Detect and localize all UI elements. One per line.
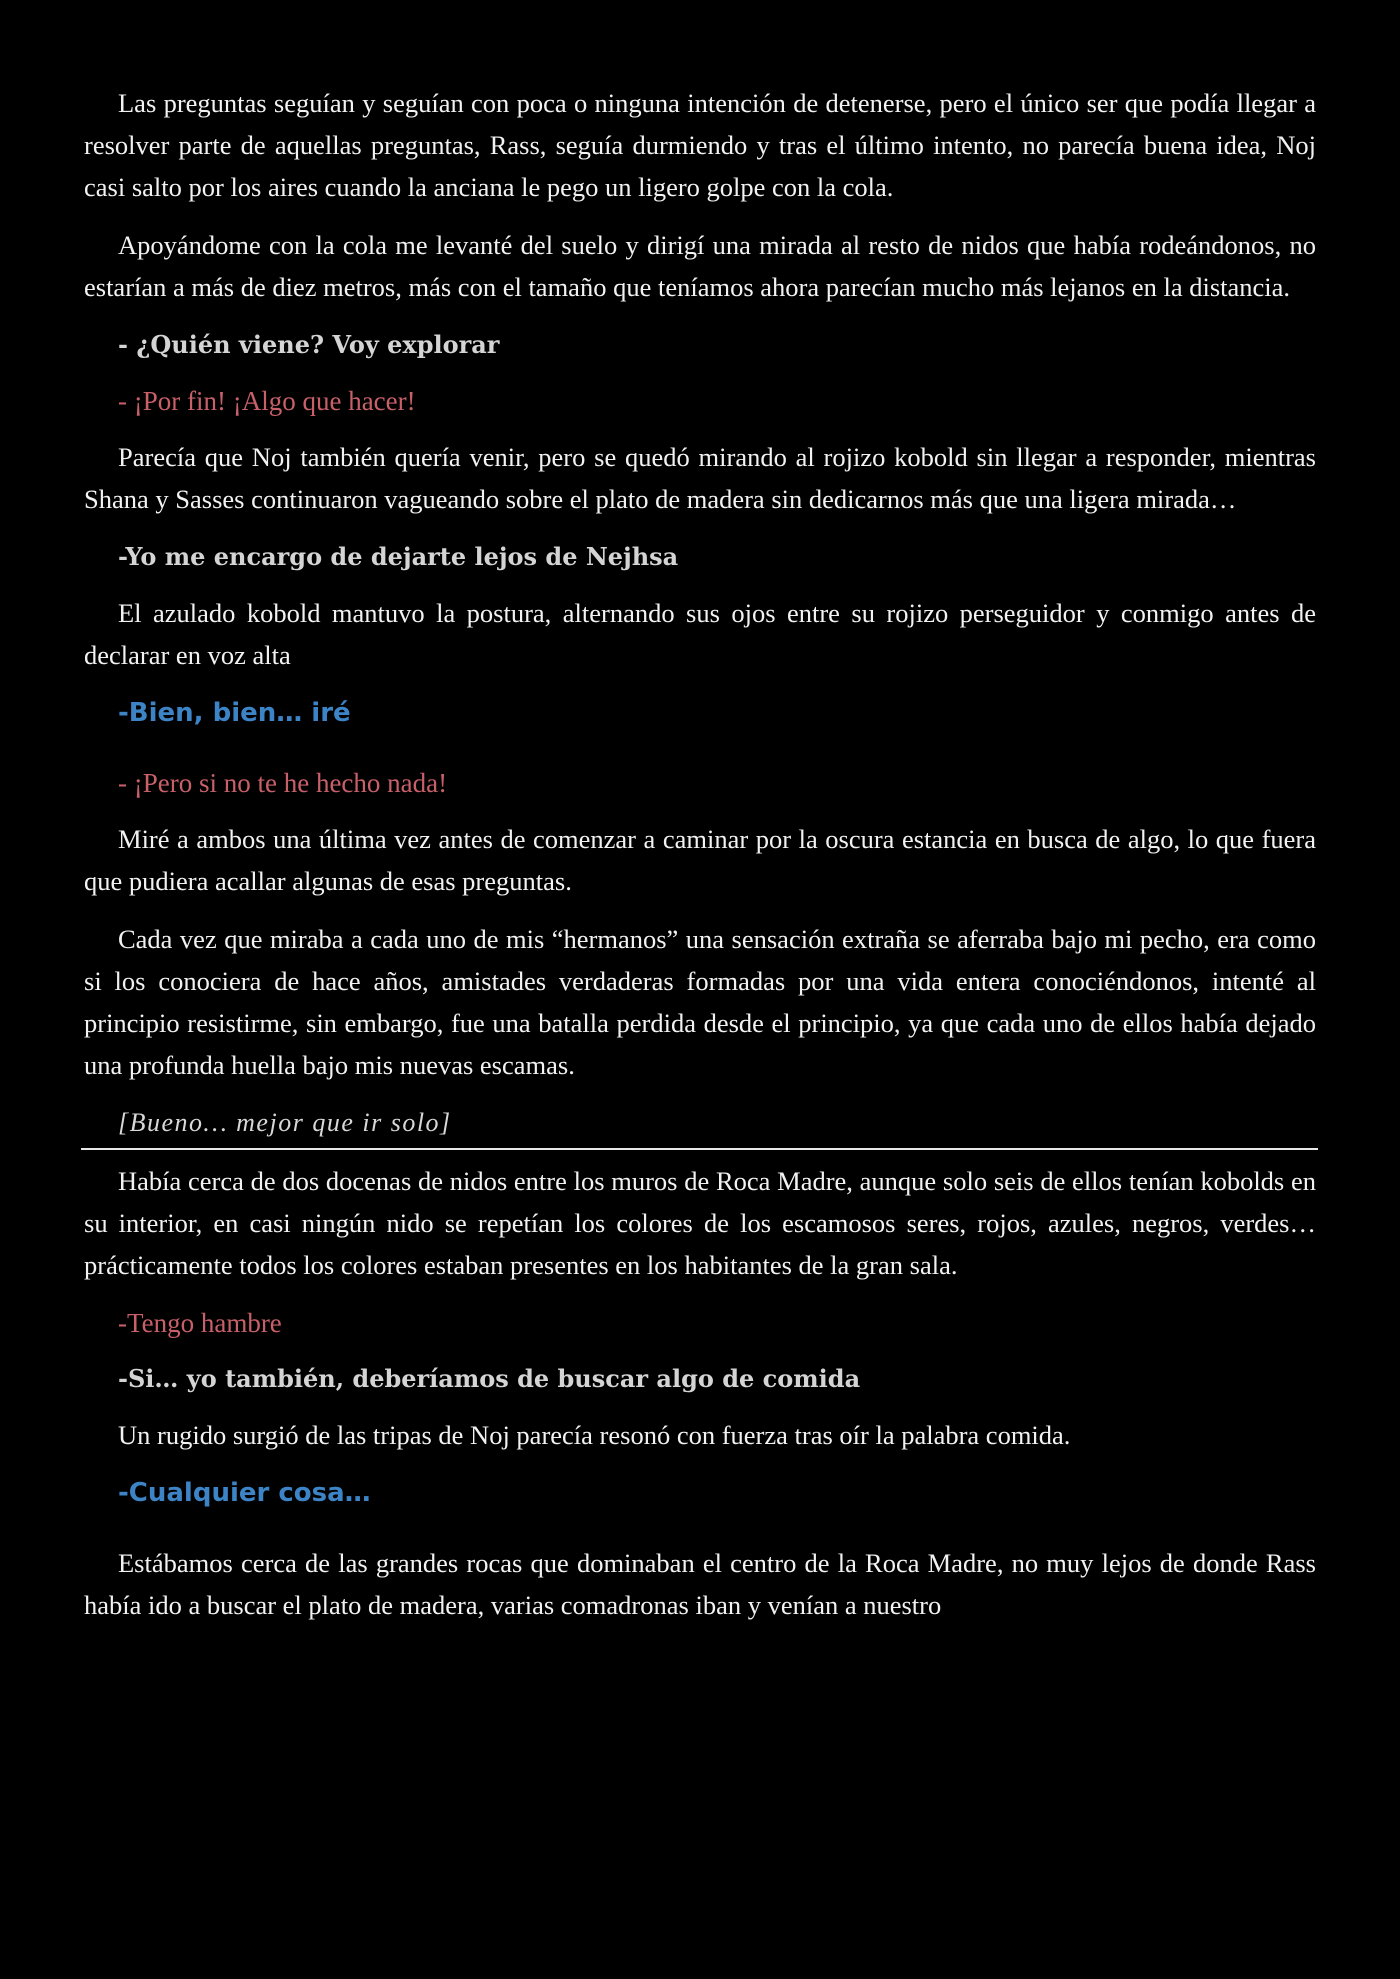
narration-paragraph: Miré a ambos una última vez antes de comenzar a caminar por la oscura estancia en busca de algo, lo que fuera que pudiera acallar algunas de esas preguntas.	[84, 824, 1316, 896]
section-divider	[81, 1148, 1318, 1150]
narration-paragraph: Estábamos cerca de las grandes rocas que dominaban el centro de la Roca Madre, no muy lejos de donde Rass había ido a buscar el plato de madera, varias comadronas iban y venían a nuestro	[84, 1548, 1316, 1620]
narration-paragraph: Cada vez que miraba a cada uno de mis “hermanos” una sensación extraña se aferraba bajo mi pecho, era como si los conociera de hace años, amistades verdaderas formadas por una vida entera conociéndonos, intenté al principio resistirme, sin embargo, fue una batalla perdida desde el principio, ya que cada uno de ellos había dejado una profunda huella bajo mis nuevas escamas.	[84, 924, 1316, 1080]
narration-paragraph: El azulado kobold mantuvo la postura, alternando sus ojos entre su rojizo perseguidor y conmigo antes de declarar en voz alta	[84, 598, 1316, 670]
narration-paragraph: Parecía que Noj también quería venir, pero se quedó mirando al rojizo kobold sin llegar a responder, mientras Shana y Sasses continuaron vagueando sobre el plato de madera sin dedicarnos más que una ligera mirada…	[84, 442, 1316, 514]
narration-paragraph: Un rugido surgió de las tripas de Noj parecía resonó con fuerza tras oír la palabra comida.	[118, 1420, 1071, 1450]
dialogue-line-red: - ¡Pero si no te he hecho nada!	[118, 768, 448, 798]
dialogue-line-gray: - ¿Quién viene? Voy explorar	[118, 330, 500, 359]
inner-thought: [Bueno… mejor que ir solo]	[118, 1108, 452, 1137]
narration-paragraph: Las preguntas seguían y seguían con poca o ninguna intención de detenerse, pero el único ser que podía llegar a resolver parte de aquellas preguntas, Rass, seguía durmiendo y tras el último intento, no parecía buena idea, Noj casi salto por los aires cuando la anciana le pego un ligero golpe con la cola.	[84, 88, 1316, 202]
dialogue-line-blue: -Cualquier cosa…	[118, 1478, 371, 1508]
dialogue-line-gray: -Yo me encargo de dejarte lejos de Nejhsa	[118, 542, 679, 571]
document-page	[84, 82, 1316, 1642]
dialogue-line-blue: -Bien, bien… iré	[118, 698, 351, 728]
dialogue-line-red: - ¡Por fin! ¡Algo que hacer!	[118, 386, 416, 416]
narration-paragraph: Apoyándome con la cola me levanté del suelo y dirigí una mirada al resto de nidos que había rodeándonos, no estarían a más de diez metros, más con el tamaño que teníamos ahora parecían mucho más lejanos en la distancia.	[84, 230, 1316, 302]
narration-paragraph: Había cerca de dos docenas de nidos entre los muros de Roca Madre, aunque solo seis de ellos tenían kobolds en su interior, en casi ningún nido se repetían los colores de los escamosos seres, rojos, azules, negros, verdes… prácticamente todos los colores estaban presentes en los habitantes de la gran sala.	[84, 1166, 1316, 1280]
dialogue-line-red: -Tengo hambre	[118, 1308, 282, 1338]
dialogue-line-gray: -Si… yo también, deberíamos de buscar algo de comida	[118, 1364, 861, 1393]
